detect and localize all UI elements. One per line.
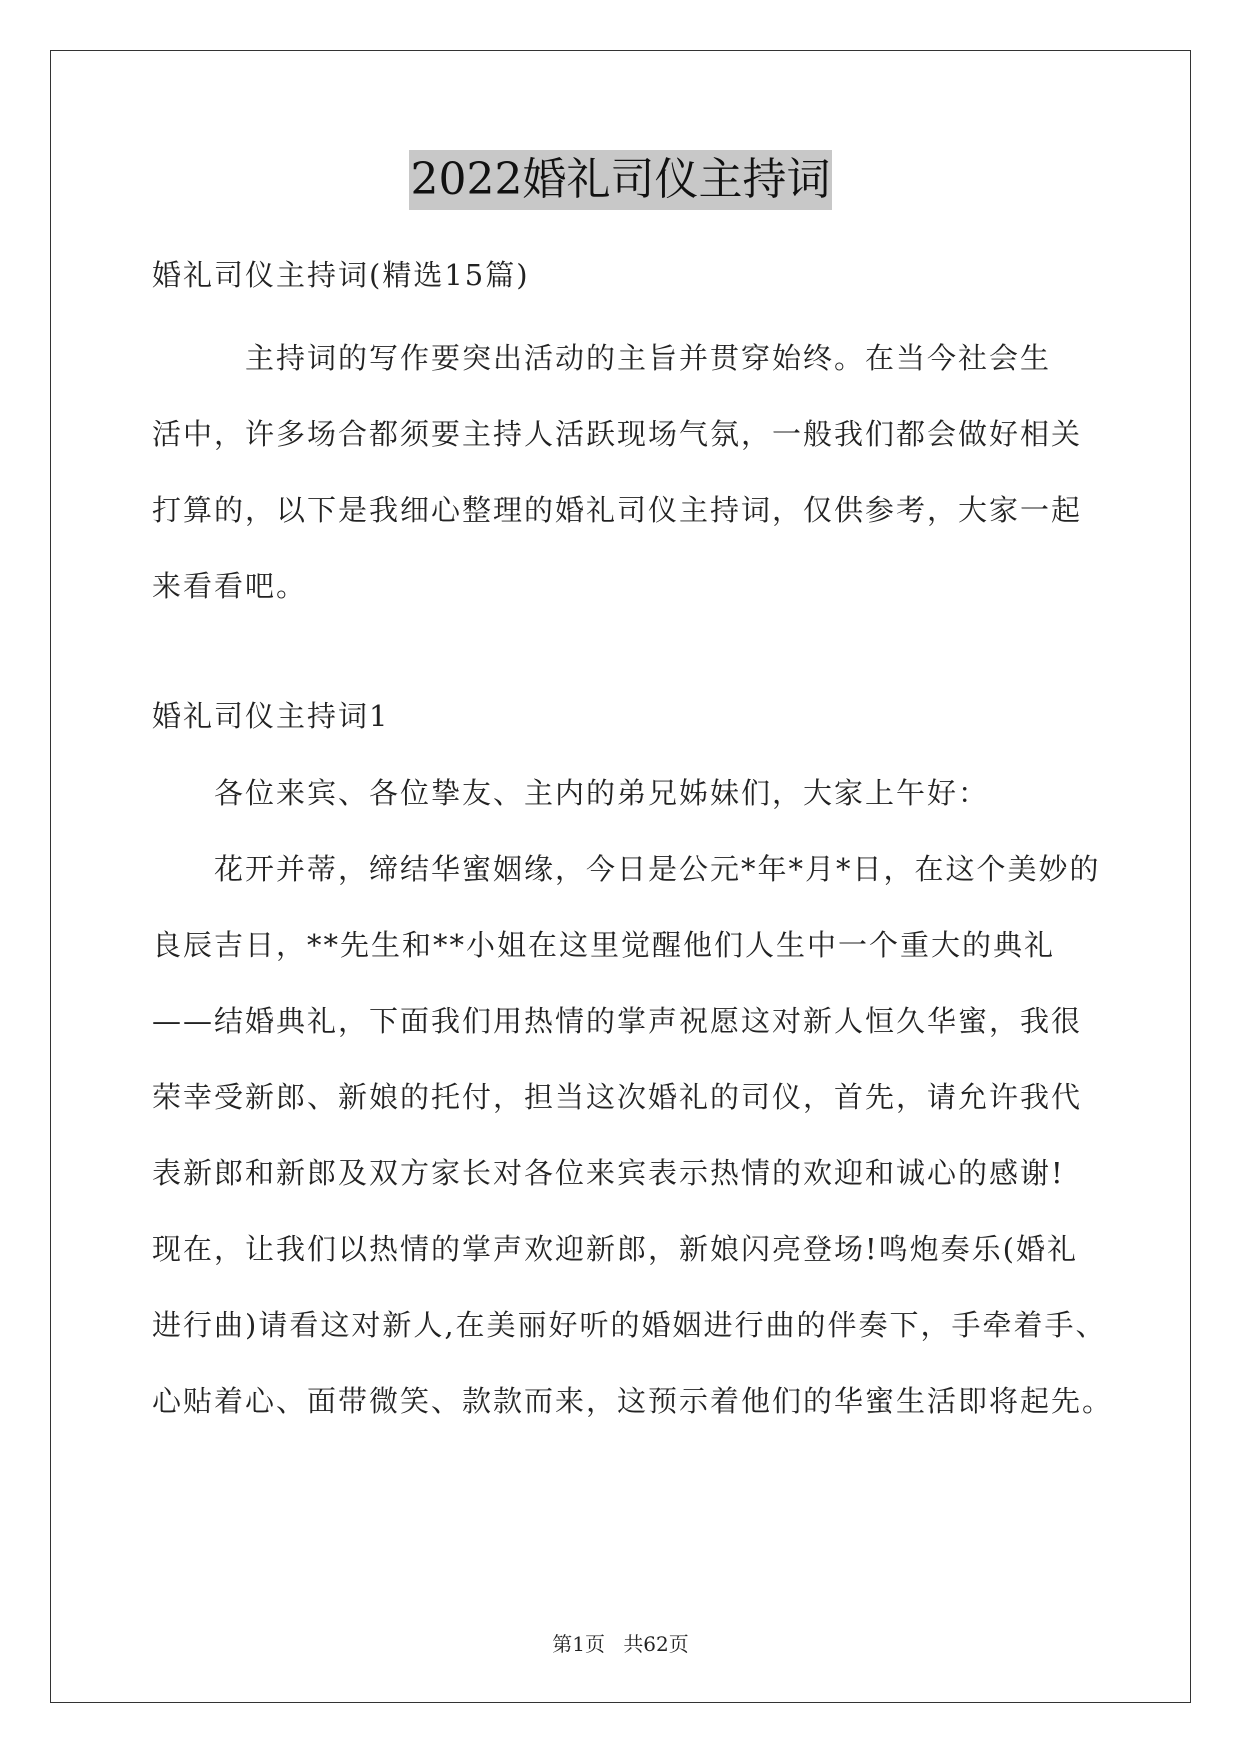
- body-line: 花开并蒂，缔结华蜜姻缘，今日是公元*年*月*日，在这个美妙的: [152, 852, 1101, 886]
- body-line: 各位来宾、各位挚友、主内的弟兄姊妹们，大家上午好：: [152, 776, 990, 810]
- body-line: 心贴着心、面带微笑、款款而来，这预示着他们的华蜜生活即将起先。: [152, 1384, 1114, 1418]
- subtitle-block: [152, 237, 1092, 313]
- body-line: 良辰吉日，**先生和**小姐在这里觉醒他们人生中一个重大的典礼: [152, 928, 1056, 962]
- intro-line: 来看看吧。: [152, 569, 308, 603]
- body-line: 荣幸受新郎、新娘的托付，担当这次婚礼的司仪，首先，请允许我代: [152, 1080, 1083, 1114]
- document-title: 2022婚礼司仪主持词: [409, 150, 833, 210]
- body-paragraph: [152, 755, 1114, 1439]
- intro-line: 主持词的写作要突出活动的主旨并贯穿始终。在当今社会生: [152, 341, 1052, 375]
- intro-line: 活中，许多场合都须要主持人活跃现场气氛，一般我们都会做好相关: [152, 417, 1083, 451]
- body-line: 表新郎和新郎及双方家长对各位来宾表示热情的欢迎和诚心的感谢!: [152, 1156, 1065, 1190]
- document-subtitle: 婚礼司仪主持词(精选15篇): [152, 258, 530, 292]
- body-line: 进行曲)请看这对新人,在美丽好听的婚姻进行曲的伴奏下，手牵着手、: [152, 1308, 1107, 1342]
- page-footer: [0, 1628, 1241, 1657]
- section-heading: 婚礼司仪主持词1: [152, 699, 390, 733]
- body-line: ——结婚典礼，下面我们用热情的掌声祝愿这对新人恒久华蜜，我很: [152, 1004, 1083, 1038]
- page-number: 第1页: [552, 1632, 605, 1656]
- intro-paragraph: [152, 320, 1092, 624]
- page-total: 共62页: [623, 1632, 689, 1656]
- section-heading-block: [152, 678, 1092, 754]
- body-line: 现在，让我们以热情的掌声欢迎新郎，新娘闪亮登场!鸣炮奏乐(婚礼: [152, 1232, 1078, 1266]
- intro-line: 打算的，以下是我细心整理的婚礼司仪主持词，仅供参考，大家一起: [152, 493, 1083, 527]
- title-container: [0, 150, 1241, 210]
